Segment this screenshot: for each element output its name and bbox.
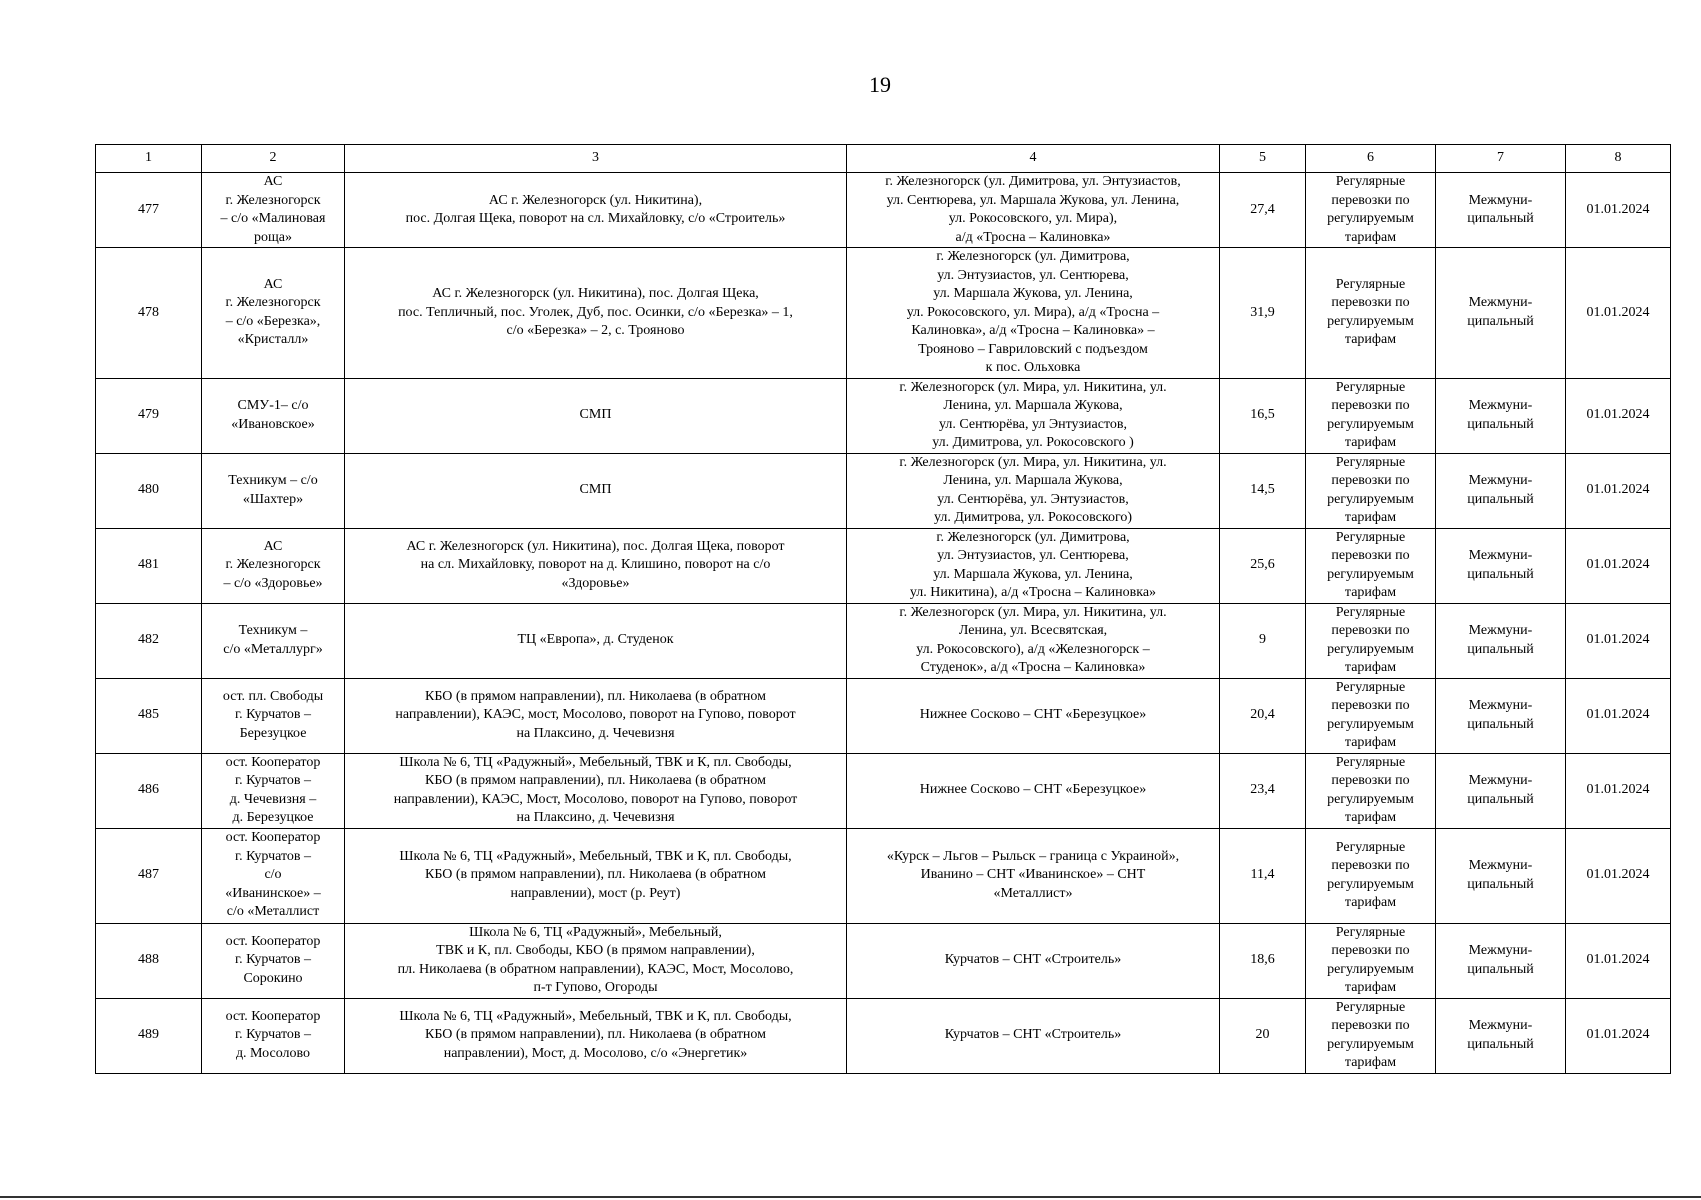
transport-type-cell: Регулярные перевозки по регулируемым тарифам: [1306, 453, 1436, 528]
table-row: [96, 753, 1671, 828]
route-number-cell: 480: [96, 453, 202, 528]
transport-type-cell: Регулярные перевозки по регулируемым тарифам: [1306, 923, 1436, 998]
start-date-cell: 01.01.2024: [1566, 528, 1671, 603]
column-number-3: 3: [345, 145, 847, 173]
start-date-cell: 01.01.2024: [1566, 678, 1671, 753]
route-streets-cell: г. Железногорск (ул. Мира, ул. Никитина, ул. Ленина, ул. Маршала Жукова, ул. Сентюрёва, ул. Энтузиастов, ул. Димитрова, ул. Рокосовского): [847, 453, 1220, 528]
start-date-cell: 01.01.2024: [1566, 753, 1671, 828]
route-streets-cell: Нижнее Сосково – СНТ «Березуцкое»: [847, 678, 1220, 753]
table-row: [96, 603, 1671, 678]
start-date-cell: 01.01.2024: [1566, 828, 1671, 923]
column-number-4: 4: [847, 145, 1220, 173]
table-row: [96, 678, 1671, 753]
column-number-8: 8: [1566, 145, 1671, 173]
table-row: [96, 173, 1671, 248]
table-row: [96, 998, 1671, 1073]
start-date-cell: 01.01.2024: [1566, 453, 1671, 528]
route-streets-cell: Курчатов – СНТ «Строитель»: [847, 998, 1220, 1073]
routes-table: [95, 144, 1671, 1074]
route-name-cell: ост. Кооператор г. Курчатов – Сорокино: [202, 923, 345, 998]
transport-type-cell: Регулярные перевозки по регулируемым тарифам: [1306, 528, 1436, 603]
route-length-cell: 18,6: [1220, 923, 1306, 998]
route-stops-cell: Школа № 6, ТЦ «Радужный», Мебельный, ТВК и К, пл. Свободы, КБО (в прямом направлении), пл. Николаева (в обратном направлении), КАЭС, Мост, Мосолово, поворот на Гупово, поворот на Плаксино, д. Чечевизня: [345, 753, 847, 828]
route-stops-cell: АС г. Железногорск (ул. Никитина), пос. Долгая Щека, пос. Тепличный, пос. Уголек, Дуб, пос. Осинки, с/о «Березка» – 1, с/о «Березка» – 2, с. Трояново: [345, 248, 847, 379]
route-stops-cell: ТЦ «Европа», д. Студенок: [345, 603, 847, 678]
route-stops-cell: СМП: [345, 453, 847, 528]
route-name-cell: АС г. Железногорск – с/о «Малиновая роща»: [202, 173, 345, 248]
route-name-cell: Техникум – с/о «Шахтер»: [202, 453, 345, 528]
route-stops-cell: КБО (в прямом направлении), пл. Николаева (в обратном направлении), КАЭС, мост, Мосолово, поворот на Гупово, поворот на Плаксино, д. Чечевизня: [345, 678, 847, 753]
route-name-cell: ост. пл. Свободы г. Курчатов – Березуцкое: [202, 678, 345, 753]
transport-type-cell: Регулярные перевозки по регулируемым тарифам: [1306, 248, 1436, 379]
route-number-cell: 478: [96, 248, 202, 379]
route-length-cell: 27,4: [1220, 173, 1306, 248]
transport-type-cell: Регулярные перевозки по регулируемым тарифам: [1306, 603, 1436, 678]
table-row: [96, 923, 1671, 998]
route-streets-cell: г. Железногорск (ул. Димитрова, ул. Энтузиастов, ул. Сентюрева, ул. Маршала Жукова, ул. Ленина, ул. Никитина), а/д «Тросна – Калиновка»: [847, 528, 1220, 603]
route-length-cell: 25,6: [1220, 528, 1306, 603]
route-stops-cell: СМП: [345, 378, 847, 453]
route-length-cell: 23,4: [1220, 753, 1306, 828]
route-streets-cell: Нижнее Сосково – СНТ «Березуцкое»: [847, 753, 1220, 828]
column-number-5: 5: [1220, 145, 1306, 173]
column-number-2: 2: [202, 145, 345, 173]
route-name-cell: Техникум – с/о «Металлург»: [202, 603, 345, 678]
route-number-cell: 489: [96, 998, 202, 1073]
route-name-cell: ост. Кооператор г. Курчатов – д. Чечевизня – д. Березуцкое: [202, 753, 345, 828]
start-date-cell: 01.01.2024: [1566, 248, 1671, 379]
route-streets-cell: г. Железногорск (ул. Мира, ул. Никитина, ул. Ленина, ул. Маршала Жукова, ул. Сентюрёва, ул Энтузиастов, ул. Димитрова, ул. Рокосовского ): [847, 378, 1220, 453]
scan-edge-line: [0, 1196, 1701, 1198]
route-kind-cell: Межмуни- ципальный: [1436, 173, 1566, 248]
route-streets-cell: г. Железногорск (ул. Мира, ул. Никитина, ул. Ленина, ул. Всесвятская, ул. Рокосовского), а/д «Железногорск – Студенок», а/д «Тросна – Калиновка»: [847, 603, 1220, 678]
table-row: [96, 828, 1671, 923]
route-number-cell: 487: [96, 828, 202, 923]
route-kind-cell: Межмуни- ципальный: [1436, 753, 1566, 828]
route-streets-cell: г. Железногорск (ул. Димитрова, ул. Энтузиастов, ул. Сентюрева, ул. Маршала Жукова, ул. Ленина, ул. Рокосовского, ул. Мира), а/д «Тросна – Калиновка»: [847, 173, 1220, 248]
route-kind-cell: Межмуни- ципальный: [1436, 998, 1566, 1073]
route-kind-cell: Межмуни- ципальный: [1436, 453, 1566, 528]
route-stops-cell: Школа № 6, ТЦ «Радужный», Мебельный, ТВК и К, пл. Свободы, КБО (в прямом направлении), пл. Николаева (в обратном направлении), КАЭС, Мост, Мосолово, п-т Гупово, Огороды: [345, 923, 847, 998]
route-kind-cell: Межмуни- ципальный: [1436, 603, 1566, 678]
route-name-cell: ост. Кооператор г. Курчатов – д. Мосолово: [202, 998, 345, 1073]
transport-type-cell: Регулярные перевозки по регулируемым тарифам: [1306, 678, 1436, 753]
column-number-7: 7: [1436, 145, 1566, 173]
route-length-cell: 9: [1220, 603, 1306, 678]
transport-type-cell: Регулярные перевозки по регулируемым тарифам: [1306, 828, 1436, 923]
start-date-cell: 01.01.2024: [1566, 923, 1671, 998]
column-number-6: 6: [1306, 145, 1436, 173]
route-length-cell: 20,4: [1220, 678, 1306, 753]
route-stops-cell: Школа № 6, ТЦ «Радужный», Мебельный, ТВК и К, пл. Свободы, КБО (в прямом направлении), пл. Николаева (в обратном направлении), мост (р. Реут): [345, 828, 847, 923]
route-streets-cell: Курчатов – СНТ «Строитель»: [847, 923, 1220, 998]
transport-type-cell: Регулярные перевозки по регулируемым тарифам: [1306, 378, 1436, 453]
route-number-cell: 481: [96, 528, 202, 603]
route-kind-cell: Межмуни- ципальный: [1436, 378, 1566, 453]
route-number-cell: 482: [96, 603, 202, 678]
route-number-cell: 486: [96, 753, 202, 828]
start-date-cell: 01.01.2024: [1566, 173, 1671, 248]
route-name-cell: ост. Кооператор г. Курчатов – с/о «Иванинское» – с/о «Металлист: [202, 828, 345, 923]
route-stops-cell: АС г. Железногорск (ул. Никитина), пос. Долгая Щека, поворот на сл. Михайловку, поворот на д. Клишино, поворот на с/о «Здоровье»: [345, 528, 847, 603]
route-kind-cell: Межмуни- ципальный: [1436, 528, 1566, 603]
route-number-cell: 477: [96, 173, 202, 248]
table-row: [96, 248, 1671, 379]
route-kind-cell: Межмуни- ципальный: [1436, 678, 1566, 753]
table-body: [96, 173, 1671, 1074]
route-number-cell: 479: [96, 378, 202, 453]
route-kind-cell: Межмуни- ципальный: [1436, 828, 1566, 923]
start-date-cell: 01.01.2024: [1566, 998, 1671, 1073]
table-header-row: [96, 145, 1671, 173]
route-streets-cell: «Курск – Льгов – Рыльск – граница с Украиной», Иванино – СНТ «Иванинское» – СНТ «Металлист»: [847, 828, 1220, 923]
route-length-cell: 16,5: [1220, 378, 1306, 453]
route-name-cell: СМУ-1– с/о «Ивановское»: [202, 378, 345, 453]
route-stops-cell: АС г. Железногорск (ул. Никитина), пос. Долгая Щека, поворот на сл. Михайловку, с/о «Строитель»: [345, 173, 847, 248]
route-number-cell: 485: [96, 678, 202, 753]
route-kind-cell: Межмуни- ципальный: [1436, 923, 1566, 998]
route-kind-cell: Межмуни- ципальный: [1436, 248, 1566, 379]
table-row: [96, 378, 1671, 453]
transport-type-cell: Регулярные перевозки по регулируемым тарифам: [1306, 173, 1436, 248]
transport-type-cell: Регулярные перевозки по регулируемым тарифам: [1306, 753, 1436, 828]
route-length-cell: 14,5: [1220, 453, 1306, 528]
transport-type-cell: Регулярные перевозки по регулируемым тарифам: [1306, 998, 1436, 1073]
table-row: [96, 453, 1671, 528]
route-number-cell: 488: [96, 923, 202, 998]
route-stops-cell: Школа № 6, ТЦ «Радужный», Мебельный, ТВК и К, пл. Свободы, КБО (в прямом направлении), пл. Николаева (в обратном направлении), Мост, д. Мосолово, с/о «Энергетик»: [345, 998, 847, 1073]
route-name-cell: АС г. Железногорск – с/о «Березка», «Кристалл»: [202, 248, 345, 379]
table-row: [96, 528, 1671, 603]
route-length-cell: 11,4: [1220, 828, 1306, 923]
page-number: 19: [869, 72, 891, 97]
route-streets-cell: г. Железногорск (ул. Димитрова, ул. Энтузиастов, ул. Сентюрева, ул. Маршала Жукова, ул. Ленина, ул. Рокосовского, ул. Мира), а/д «Тросна – Калиновка», а/д «Тросна – Калиновка» – Трояново – Гавриловский с подъездом к пос. Ольховка: [847, 248, 1220, 379]
column-number-1: 1: [96, 145, 202, 173]
route-name-cell: АС г. Железногорск – с/о «Здоровье»: [202, 528, 345, 603]
start-date-cell: 01.01.2024: [1566, 378, 1671, 453]
start-date-cell: 01.01.2024: [1566, 603, 1671, 678]
route-length-cell: 31,9: [1220, 248, 1306, 379]
route-length-cell: 20: [1220, 998, 1306, 1073]
